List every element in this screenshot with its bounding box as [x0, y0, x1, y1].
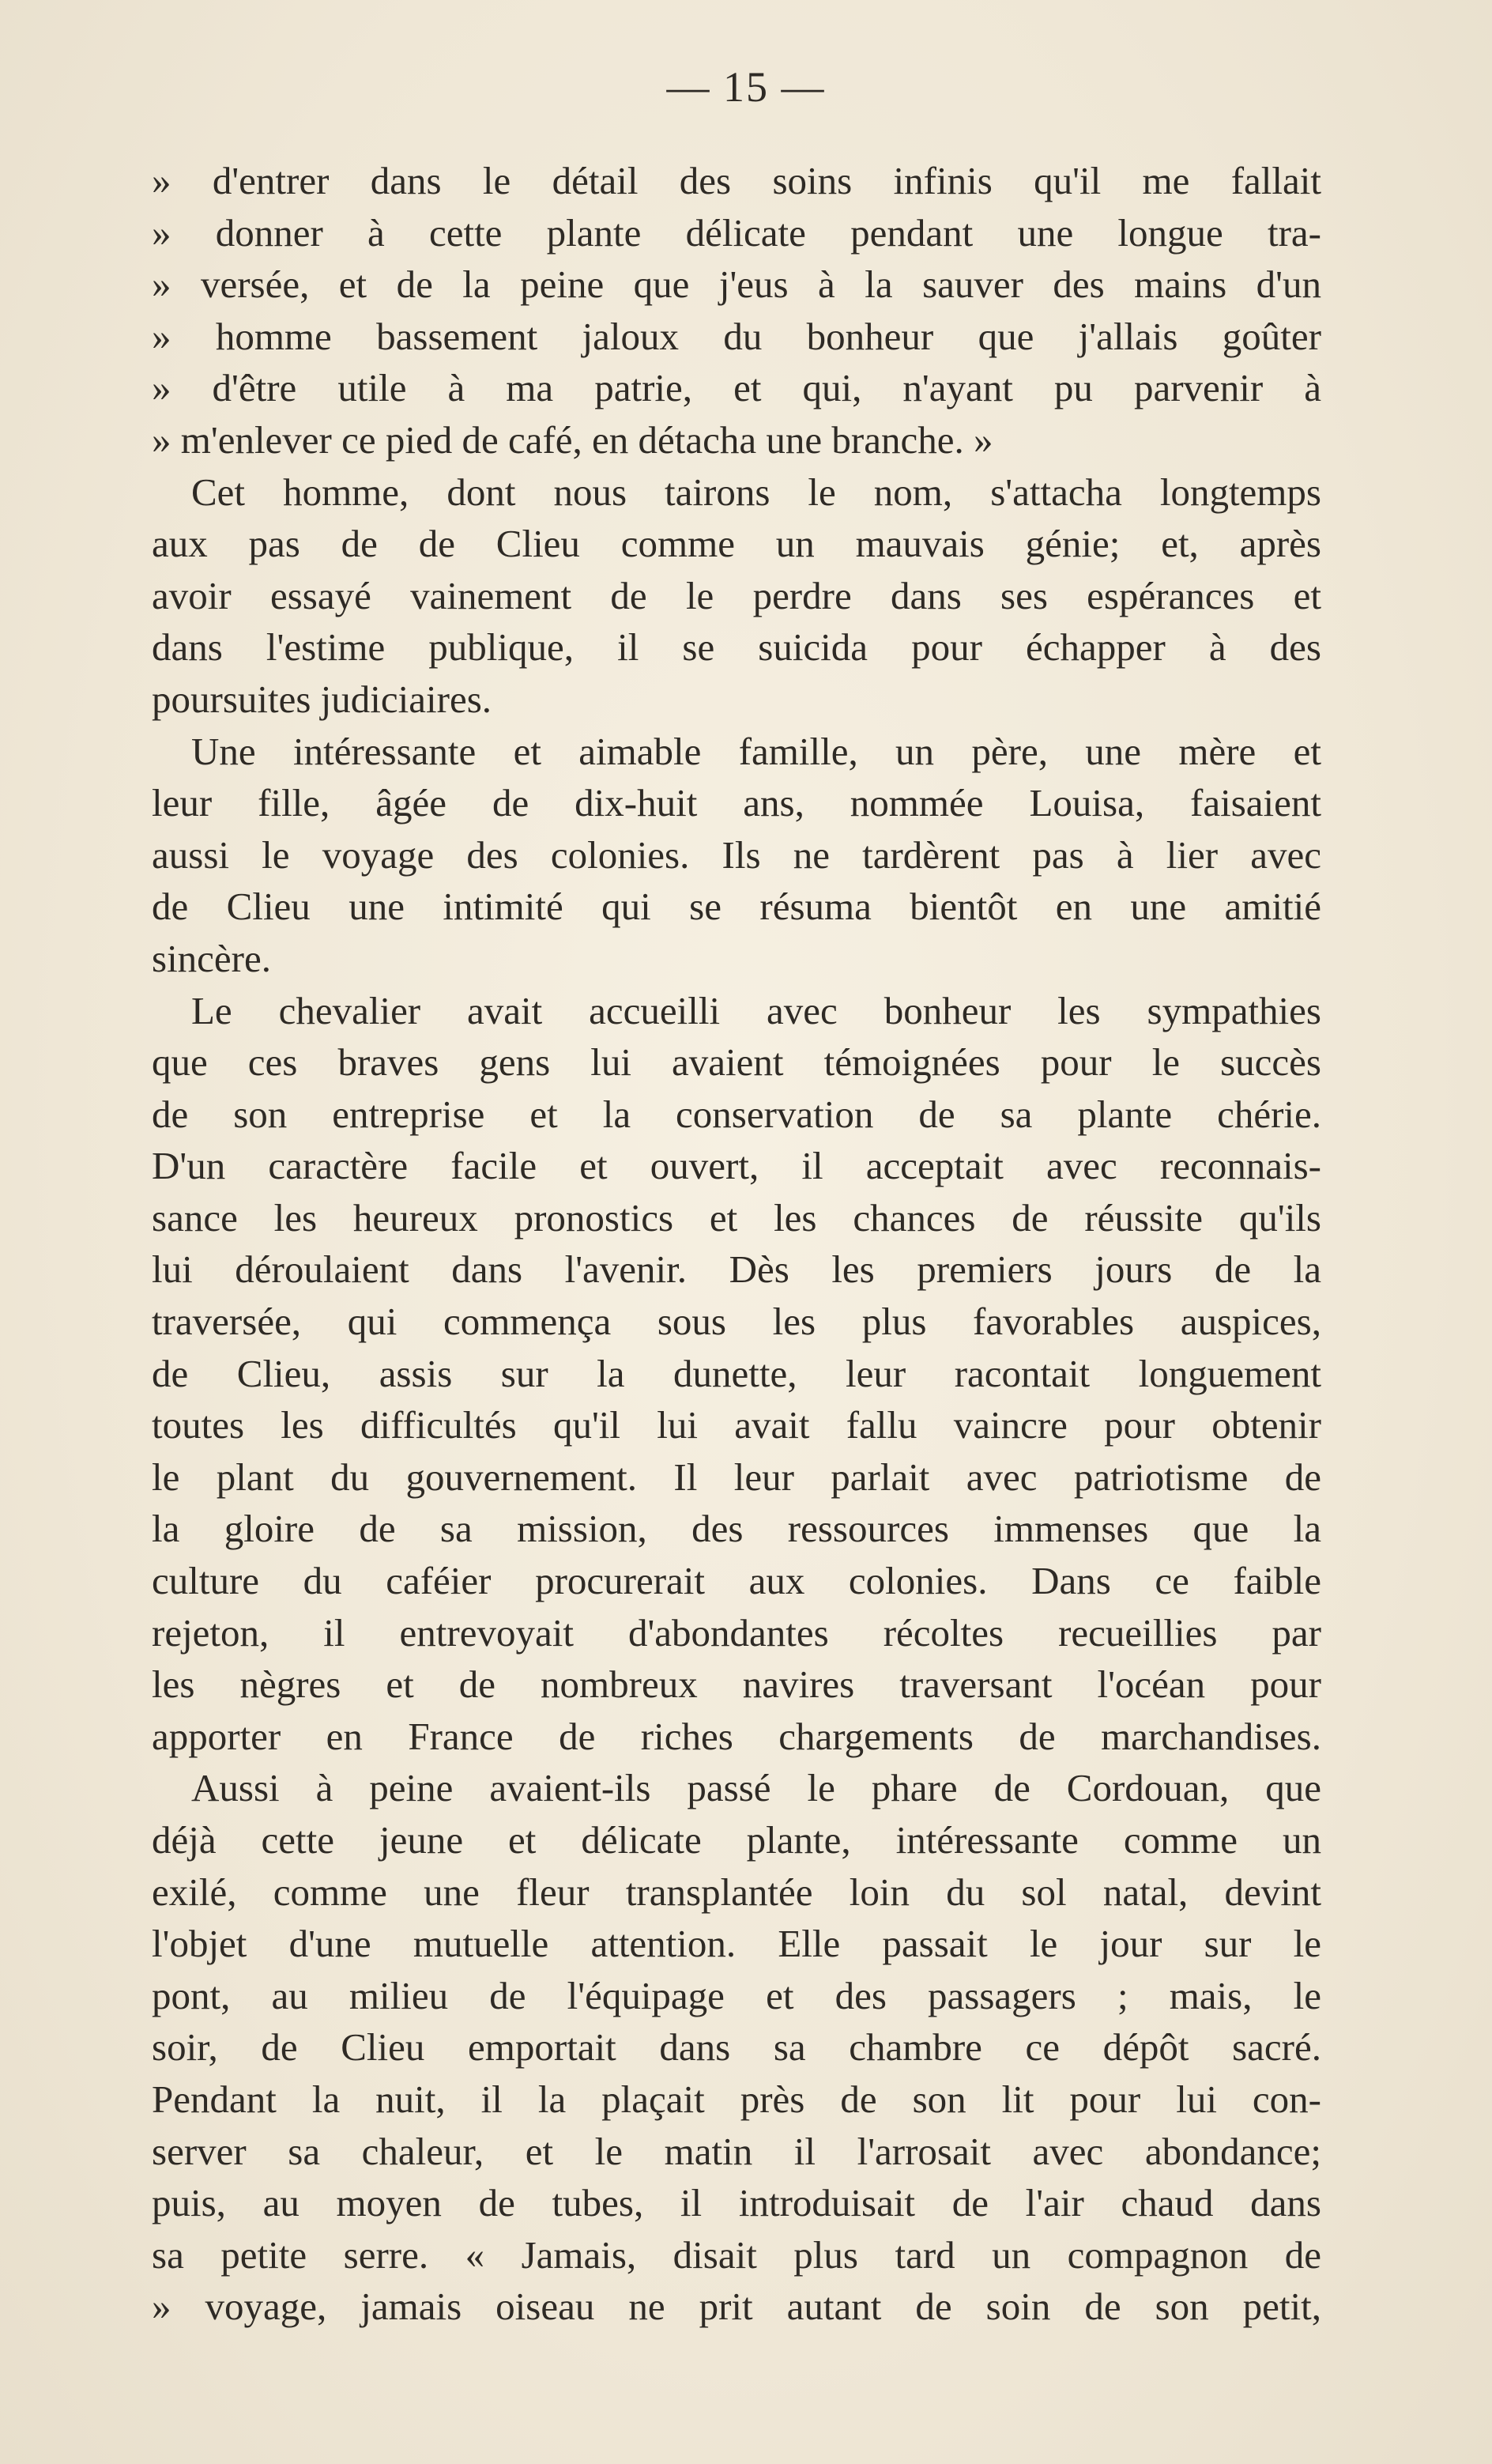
text-line: » m'enlever ce pied de café, en détacha une branche. » — [152, 417, 993, 462]
text-line: aussi le voyage des colonies. Ils ne tardèrent pas à lier avec — [152, 832, 1321, 877]
text-line: server sa chaleur, et le matin il l'arrosait avec abondance; — [152, 2129, 1321, 2173]
text-line: soir, de Clieu emportait dans sa chambre ce dépôt sacré. — [152, 2025, 1321, 2070]
text-line: apporter en France de riches chargements de marchandises. — [152, 1714, 1321, 1758]
text-line: la gloire de sa mission, des ressources immenses que la — [152, 1507, 1321, 1551]
page-number-header: — 15 — — [666, 63, 826, 111]
text-line: le plant du gouvernement. Il leur parlait avec patriotisme de — [152, 1455, 1321, 1499]
text-line: pont, au milieu de l'équipage et des passagers ; mais, le — [152, 1973, 1321, 2017]
text-line: traversée, qui commença sous les plus favorables auspices, — [152, 1300, 1321, 1344]
text-line: de son entreprise et la conservation de sa plante chérie. — [152, 1092, 1321, 1136]
text-line: exilé, comme une fleur transplantée loin du sol natal, devint — [152, 1870, 1321, 1914]
text-line: Une intéressante et aimable famille, un père, une mère et — [191, 729, 1321, 773]
text-line: de Clieu, assis sur la dunette, leur racontait longuement — [152, 1351, 1321, 1395]
text-line: » voyage, jamais oiseau ne prit autant de soin de son petit, — [152, 2285, 1321, 2329]
text-line: sa petite serre. « Jamais, disait plus tard un compagnon de — [152, 2232, 1321, 2277]
text-line: toutes les difficultés qu'il lui avait fallu vaincre pour obtenir — [152, 1403, 1321, 1447]
text-line: » d'entrer dans le détail des soins infinis qu'il me fallait — [152, 159, 1321, 202]
text-line: avoir essayé vainement de le perdre dans ses espérances et — [152, 573, 1321, 617]
text-line: sance les heureux pronostics et les chances de réussite qu'ils — [152, 1195, 1321, 1240]
text-line: » d'être utile à ma patrie, et qui, n'ayant pu parvenir à — [152, 366, 1321, 410]
text-line: sincère. — [152, 936, 271, 980]
text-line: déjà cette jeune et délicate plante, intéressante comme un — [152, 1818, 1321, 1862]
text-line: culture du caféier procurerait aux colonies. Dans ce faible — [152, 1559, 1321, 1603]
text-line: Cet homme, dont nous tairons le nom, s'attacha longtemps — [191, 470, 1321, 514]
text-line: que ces braves gens lui avaient témoignées pour le succès — [152, 1040, 1321, 1085]
text-line: poursuites judiciaires. — [152, 677, 492, 721]
text-line: leur fille, âgée de dix-huit ans, nommée Louisa, faisaient — [152, 781, 1321, 825]
text-line: puis, au moyen de tubes, il introduisait de l'air chaud dans — [152, 2181, 1321, 2225]
text-line: Le chevalier avait accueilli avec bonheur les sympathies — [191, 988, 1321, 1032]
text-line: » homme bassement jaloux du bonheur que j'allais goûter — [152, 314, 1321, 358]
text-line: l'objet d'une mutuelle attention. Elle passait le jour sur le — [152, 1922, 1321, 1966]
text-line: » donner à cette plante délicate pendant une longue tra- — [152, 210, 1321, 255]
text-line: rejeton, il entrevoyait d'abondantes récoltes recueillies par — [152, 1610, 1321, 1655]
text-line: de Clieu une intimité qui se résuma bientôt en une amitié — [152, 885, 1321, 929]
text-line: D'un caractère facile et ouvert, il acceptait avec reconnais- — [152, 1144, 1321, 1188]
text-line: Aussi à peine avaient-ils passé le phare de Cordouan, que — [191, 1766, 1321, 1810]
text-line: Pendant la nuit, il la plaçait près de son lit pour lui con- — [152, 2077, 1321, 2121]
body-text — [152, 155, 1321, 2333]
text-line: lui déroulaient dans l'avenir. Dès les premiers jours de la — [152, 1247, 1321, 1292]
text-line: » versée, et de la peine que j'eus à la sauver des mains d'un — [152, 262, 1321, 307]
text-line: dans l'estime publique, il se suicida pour échapper à des — [152, 625, 1321, 670]
text-line: les nègres et de nombreux navires traversant l'océan pour — [152, 1662, 1321, 1707]
text-line: aux pas de de Clieu comme un mauvais génie; et, après — [152, 522, 1321, 566]
